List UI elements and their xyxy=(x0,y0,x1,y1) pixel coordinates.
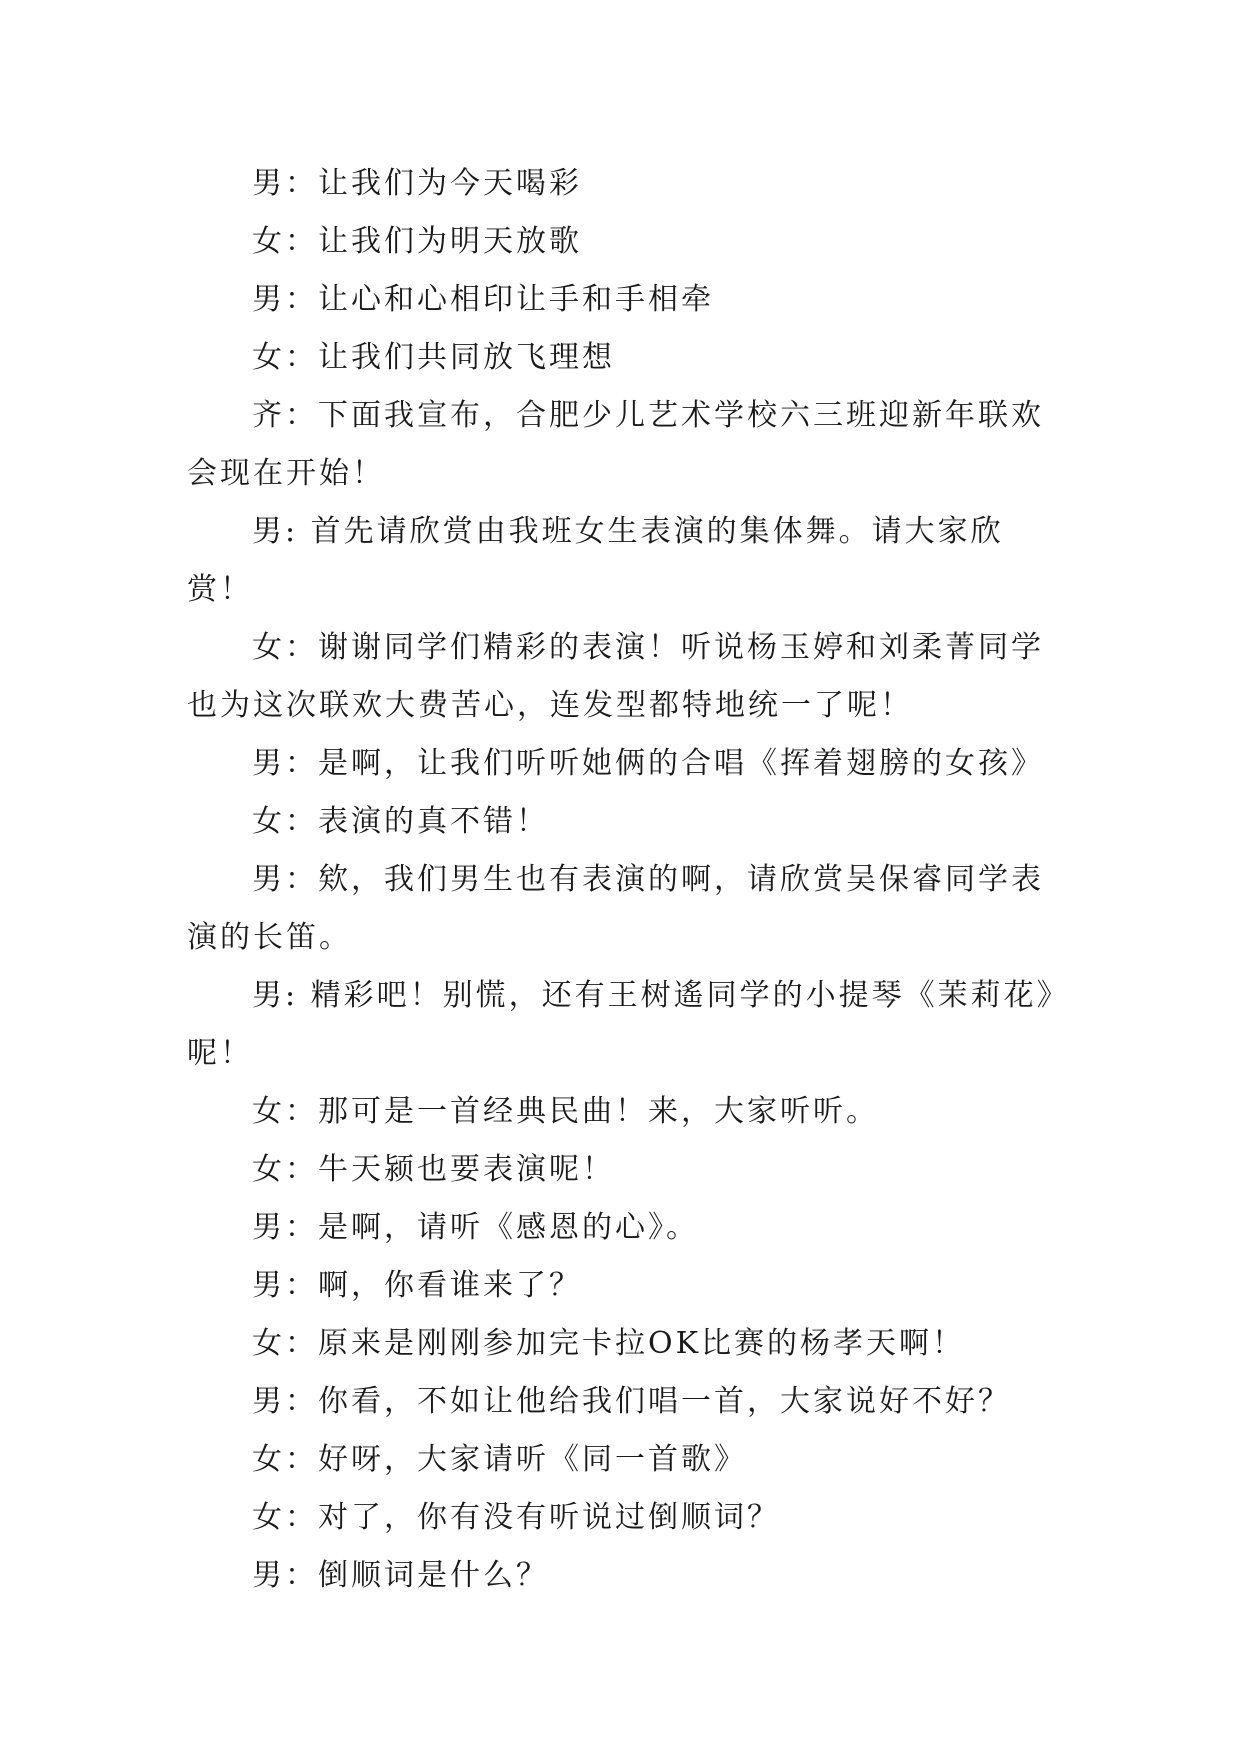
paragraph: 男：是啊，让我们听听她俩的合唱《挥着翅膀的女孩》 xyxy=(252,746,1044,781)
paragraph: 女：原来是刚刚参加完卡拉OK比赛的杨孝天啊！ xyxy=(252,1326,966,1361)
paragraph: 男：你看，不如让他给我们唱一首，大家说好不好？ xyxy=(252,1384,1011,1419)
paragraph: 男：倒顺词是什么？ xyxy=(252,1558,549,1593)
paragraph: 女：谢谢同学们精彩的表演！听说杨玉婷和刘柔菁同学也为这次联欢大费苦心，连发型都特地统一了呢！ xyxy=(187,630,1044,723)
paragraph: 齐：下面我宣布，合肥少儿艺术学校六三班迎新年联欢会现在开始！ xyxy=(187,398,1044,491)
paragraph: 女：让我们为明天放歌 xyxy=(252,224,582,259)
paragraph: 男：啊，你看谁来了？ xyxy=(252,1268,582,1303)
paragraph: 男: 精彩吧！别慌，还有王树遙同学的小提琴《茉莉花》呢！ xyxy=(187,978,1055,1071)
paragraph: 女：好呀，大家请听《同一首歌》 xyxy=(252,1442,747,1477)
paragraph: 男：欸，我们男生也有表演的啊，请欣赏吴保睿同学表演的长笛。 xyxy=(187,862,1044,955)
document-body xyxy=(187,155,1067,1605)
paragraph: 女：对了，你有没有听说过倒顺词？ xyxy=(252,1500,780,1535)
paragraph: 女：牛天颍也要表演呢！ xyxy=(252,1152,615,1187)
paragraph: 男: 首先请欣赏由我班女生表演的集体舞。请大家欣赏！ xyxy=(187,514,1004,607)
paragraph: 女：让我们共同放飞理想 xyxy=(252,340,615,375)
paragraph: 女：那可是一首经典民曲！来，大家听听。 xyxy=(252,1094,879,1129)
paragraph: 男：让我们为今天喝彩 xyxy=(252,166,582,201)
paragraph: 女：表演的真不错！ xyxy=(252,804,549,839)
paragraph: 男：让心和心相印让手和手相牵 xyxy=(252,282,714,317)
paragraph: 男：是啊，请听《感恩的心》。 xyxy=(252,1210,699,1245)
